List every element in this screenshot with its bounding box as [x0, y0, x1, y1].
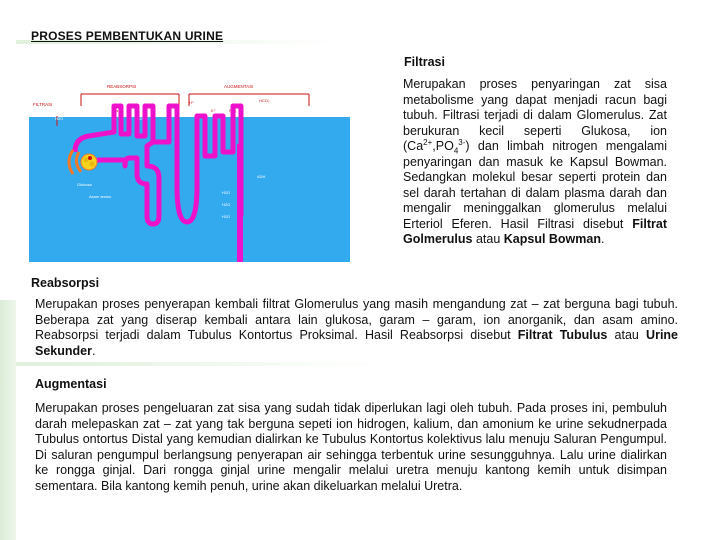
nh3-label: NH₃: [229, 108, 237, 113]
h-label: H⁺: [189, 100, 194, 105]
glomerulus-knot-1: [84, 158, 89, 163]
h2o-label-1: H2O: [55, 116, 64, 121]
augmentasi-paragraph: Merupakan proses pengeluaran zat sisa yang sudah tidak diperlukan lagi oleh tubuh. Pada proses ini, pembuluh darah melepaskan zat – zat yang tak berguna sepeti ion hidrogen, kalium, dan amonium ke urine sekudnerpada Tubulus ontortus Distal yang kemudian dialirkan ke Tubulus Kontortus kolektivus lalu menuju Saluran Pengumpul. Di saluran pengumpul berlangsung penyerapan air sehingga terbentuk urine sesungguhnya. Lalu urine dialirkan ke rongga ginjal. Dari rongga ginjal urine mengalir melalui uretra menuju kantong kemih untuk disimpan sementara. Bila kantong kemih penuh, urine akan dikeluarkan melalui Uretra.: [35, 401, 667, 493]
collecting-duct: [237, 144, 243, 262]
augmentasi-heading: Augmentasi: [35, 377, 107, 391]
decorative-section-bar: [16, 362, 386, 366]
filtrasi-paragraph: Merupakan proses penyaringan zat sisa metabolisme yang dapat menjadi racun bagi tubuh. Filtrasi terjadi di dalam Glomerulus. Zat berukuran kecil seperti Glukosa, ion $(Ca^{2+},PO_4^{3-})$ dan limbah nitrogen mengalami penyaringan dan masuk ke Kapsul Bowman. Sedangkan molekul besar seperti protein dan sel darah tertahan di dalam plasma darah dan mengalir meninggalkan glomerulus melalui Erteriol Eferen. Hasil Filtrasi disebut Filtrat Golmerulus atau Kapsul Bowman.: [403, 77, 667, 246]
glomerulus-knot-3: [88, 156, 92, 160]
decorative-left-bar: [0, 300, 16, 540]
h2o-label-5: H2O: [222, 214, 231, 219]
adh-label: ADH: [257, 174, 266, 179]
k-label: K⁺: [211, 108, 216, 113]
nephron-svg: [29, 66, 350, 262]
page-title: PROSES PEMBENTUKAN URINE: [31, 29, 224, 43]
asam-amino-label: Asam amino: [89, 194, 112, 199]
augmentasi-label: AUGMENTASI: [224, 84, 254, 89]
h2o-label-3: H2O: [222, 190, 231, 195]
reabsorpsi-label: REABSORPSI: [107, 84, 137, 89]
filtrasi-label: FILTRASI: [33, 102, 53, 107]
reabsorpsi-heading: Reabsorpsi: [31, 276, 100, 290]
hco3-label: HCO₃: [259, 98, 270, 103]
nephron-diagram: [29, 66, 350, 262]
filtrasi-heading: Filtrasi: [404, 55, 445, 69]
na-label: Na⁺: [113, 108, 121, 113]
reabsorpsi-paragraph: Merupakan proses penyerapan kembali filtrat Glomerulus yang masih mengandung zat – zat berguna bagi tubuh. Beberapa zat yang diserap kembali antara lain glukosa, garam – garam, ion anorganik, dan asam amino. Reabsorpsi terjadi dalam Tubulus Kontortus Proksimal. Hasil Reabsorpsi disebut Filtrat Tubulus atau Urine Sekunder.: [35, 297, 678, 358]
h2o-label-4: H2O: [222, 202, 231, 207]
h2o-label-2: H2O: [137, 116, 146, 121]
glomerulus-knot-2: [90, 162, 95, 167]
glukosa-label: Glukosa: [77, 182, 92, 187]
